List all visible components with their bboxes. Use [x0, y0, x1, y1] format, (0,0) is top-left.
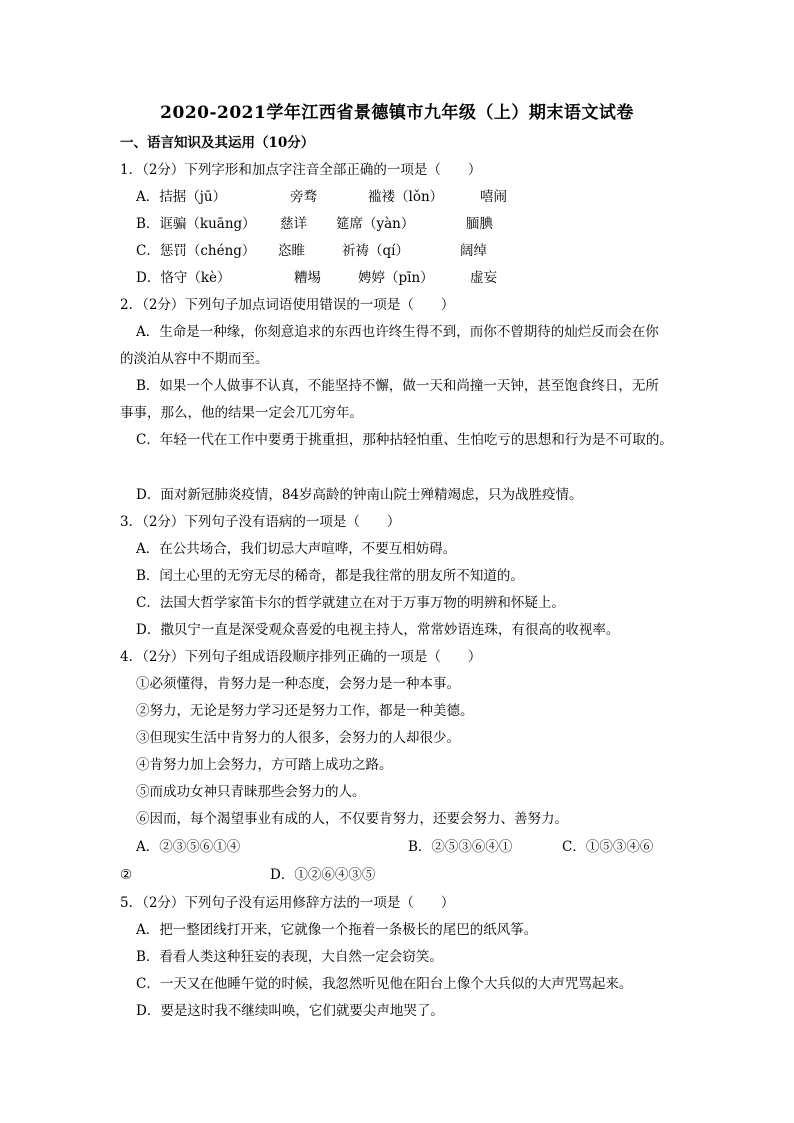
q1-b-part2: 慈详 — [280, 216, 307, 232]
q1-b-part3: 筵席（yàn） — [336, 216, 415, 232]
question-4-sentence-2: ②努力，无论是努力学习还是努力工作，都是一种美德。 — [136, 703, 474, 719]
question-2-option-a-line1: A．生命是一种缘，你刻意追求的东西也许终生得不到，而你不曾期待的灿烂反而会在你 — [136, 324, 659, 340]
question-3-option-a: A．在公共场合，我们切忌大声喧哗，不要互相妨碍。 — [136, 541, 457, 557]
question-4-option-c: C．①⑤③④⑥ — [562, 839, 654, 855]
question-2-option-b-line2: 事事，那么，他的结果一定会兀兀穷年。 — [120, 405, 363, 421]
question-5-option-d: D．要是这时我不继续叫唤，它们就要尖声地哭了。 — [136, 1003, 444, 1019]
question-4-sentence-4: ④肯努力加上会努力，方可踏上成功之路。 — [136, 757, 393, 773]
question-5-option-c: C．一天又在他睡午觉的时候，我忽然听见他在阳台上像个大兵似的大声咒骂起来。 — [136, 976, 633, 992]
question-2-option-c: C．年轻一代在工作中要勇于挑重担，那种拈轻怕重、生怕吃亏的思想和行为是不可取的。 — [136, 432, 673, 448]
question-5-option-b: B．看看人类这种狂妄的表现，大自然一定会窃笑。 — [136, 949, 443, 965]
question-3-stem: 3．（2分）下列句子没有语病的一项是（ ） — [120, 514, 401, 530]
question-4-option-d: D．①②⑥④③⑤ — [270, 867, 376, 883]
q1-c-part1: C．惩罚（chéng） — [136, 243, 256, 259]
q1-a-part1: A．拮据（jū） — [136, 189, 227, 205]
q1-a-part2: 旁骛 — [290, 189, 317, 205]
question-4-sentence-3: ③但现实生活中肯努力的人很多，会努力的人却很少。 — [136, 730, 460, 746]
question-4-sentence-6: ⑥因而，每个渴望事业有成的人，不仅要肯努力，还要会努力、善努力。 — [136, 811, 568, 827]
q1-c-part4: 阔绰 — [460, 243, 487, 259]
question-3-option-b: B．闰土心里的无穷无尽的稀奇，都是我往常的朋友所不知道的。 — [136, 568, 524, 584]
q1-a-part4: 嘻闹 — [480, 189, 507, 205]
q1-d-part4: 虚妄 — [470, 270, 497, 286]
question-3-option-c: C．法国大哲学家笛卡尔的哲学就建立在对于万事万物的明辨和怀疑上。 — [136, 595, 565, 611]
question-5-stem: 5．（2分）下列句子没有运用修辞方法的一项是（ ） — [120, 895, 455, 911]
q1-b-part4: 腼腆 — [466, 216, 493, 232]
q1-a-part3: 褴褛（lǒn） — [368, 189, 444, 205]
question-5-option-a: A．把一整团线打开来，它就像一个拖着一条极长的尾巴的纸风筝。 — [136, 922, 538, 938]
question-2-option-a-line2: 的淡泊从容中不期而至。 — [120, 351, 269, 367]
question-2-option-d: D．面对新冠肺炎疫情，84岁高龄的钟南山院士殚精竭虑，只为战胜疫情。 — [136, 487, 583, 503]
section-heading: 一、语言知识及其运用（10分） — [120, 135, 315, 151]
question-4-sentence-1: ①必须懂得，肯努力是一种态度，会努力是一种本事。 — [136, 676, 460, 692]
exam-title: 2020-2021学年江西省景德镇市九年级（上）期末语文试卷 — [160, 103, 634, 123]
question-1-stem: 1．（2分）下列字形和加点字注音全部正确的一项是（ ） — [120, 162, 482, 178]
q1-d-part1: D．恪守（kè） — [136, 270, 231, 286]
q1-c-part2: 恣睢 — [278, 243, 305, 259]
question-2-option-b-line1: B．如果一个人做事不认真，不能坚持不懈，做一天和尚撞一天钟，甚至饱食终日，无所 — [136, 378, 659, 394]
question-3-option-d: D．撒贝宁一直是深受观众喜爱的电视主持人，常常妙语连珠，有很高的收视率。 — [136, 622, 620, 638]
question-4-stem: 4．（2分）下列句子组成语段顺序排列正确的一项是（ ） — [120, 649, 482, 665]
question-4-option-c-wrap: ② — [120, 867, 133, 883]
question-4-option-a: A．②③⑤⑥①④ — [136, 839, 241, 855]
q1-d-part3: 娉婷（pīn） — [358, 270, 434, 286]
q1-d-part2: 糟埸 — [294, 270, 321, 286]
question-4-option-b: B．②⑤③⑥④① — [408, 839, 513, 855]
q1-b-part1: B．诓骗（kuāng） — [136, 216, 256, 232]
question-4-sentence-5: ⑤而成功女神只青睐那些会努力的人。 — [136, 784, 366, 800]
q1-c-part3: 祈祷（qí） — [342, 243, 409, 259]
question-2-stem: 2．（2分）下列句子加点词语使用错误的一项是（ ） — [120, 297, 455, 313]
